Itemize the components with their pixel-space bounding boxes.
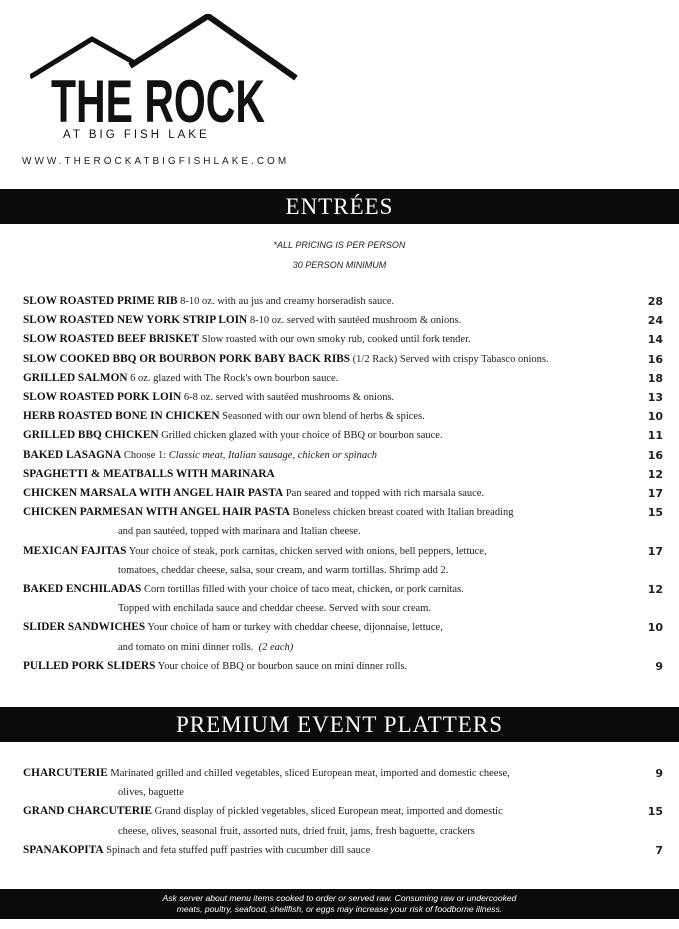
item-name: SPAGHETTI & MEATBALLS WITH MARINARA — [23, 467, 275, 480]
section-header-platters: PREMIUM EVENT PLATTERS — [0, 707, 679, 742]
menu-item — [23, 618, 663, 656]
minimum-note: 30 PERSON MINIMUM — [292, 260, 387, 270]
item-price: 9 — [655, 659, 663, 673]
menu-item — [23, 841, 663, 860]
item-price: 12 — [647, 583, 663, 597]
item-options: Classic meat, Italian sausage, chicken or spinach — [168, 449, 378, 461]
item-description: Boneless chicken breast coated with Italian breading — [292, 507, 514, 519]
item-description-continued: olives, baguette — [118, 787, 184, 799]
item-description: Choose 1: — [123, 449, 167, 461]
section-header-entrees: ENTRÉES — [0, 189, 679, 224]
item-description: Grand display of pickled vegetables, sliced European meat, imported and domestic — [154, 806, 503, 818]
item-price: 28 — [647, 295, 663, 308]
logo — [30, 14, 300, 144]
menu-item — [23, 407, 663, 426]
menu-item — [23, 542, 663, 580]
foodborne-illness-disclaimer — [0, 889, 679, 919]
item-name: GRILLED SALMON — [23, 371, 128, 384]
item-price: 14 — [647, 333, 663, 347]
menu-item — [23, 446, 663, 465]
item-price: 15 — [647, 805, 663, 819]
item-name: HERB ROASTED BONE IN CHICKEN — [23, 410, 220, 423]
item-name: MEXICAN FAJITAS — [23, 544, 127, 557]
item-name: GRAND CHARCUTERIE — [23, 805, 152, 818]
item-name: CHARCUTERIE — [23, 767, 108, 779]
item-price: 10 — [647, 621, 663, 635]
item-description-continued — [23, 638, 663, 657]
item-name: SLOW ROASTED BEEF BRISKET — [23, 333, 200, 346]
item-name: SLOW COOKED BBQ OR BOURBON PORK BABY BACK RIBS — [23, 352, 351, 365]
item-price: 17 — [647, 487, 663, 501]
item-description: Your choice of ham or turkey with cheddar cheese, dijonnaise, lettuce, — [147, 622, 443, 634]
disclaimer-line-1: Ask server about menu items cooked to order or served raw. Consuming raw or undercooked — [162, 893, 517, 903]
menu-item — [23, 426, 663, 445]
item-description: Marinated grilled and chilled vegetables, sliced European meat, imported and domestic cheese, — [110, 768, 510, 779]
menu-item — [23, 802, 663, 840]
logo-title: THE ROCK — [51, 68, 265, 135]
item-name: SPANAKOPITA — [23, 843, 104, 856]
item-price: 16 — [647, 448, 663, 462]
item-price: 13 — [647, 391, 663, 405]
item-price: 11 — [647, 429, 663, 443]
item-description: (1/2 Rack) Served with crispy Tabasco onions. — [352, 353, 549, 365]
item-description-continued-text: and tomato on mini dinner rolls. — [118, 641, 254, 653]
item-price: 16 — [647, 352, 663, 366]
item-description-continued: tomatoes, cheddar cheese, salsa, sour cream, and warm tortillas. Shrimp add 2. — [118, 564, 449, 576]
item-price: 18 — [647, 371, 663, 385]
item-description: Grilled chicken glazed with your choice of BBQ or bourbon sauce. — [161, 430, 443, 442]
pricing-note: *ALL PRICING IS PER PERSON — [273, 240, 406, 250]
item-description: 6 oz. glazed with The Rock's own bourbon sauce. — [130, 372, 339, 384]
item-name: SLOW ROASTED PORK LOIN — [23, 391, 182, 404]
logo-subtitle: AT BIG FISH LAKE — [63, 129, 210, 141]
item-price: 24 — [647, 314, 663, 328]
menu-item — [23, 580, 663, 618]
item-name: SLOW ROASTED NEW YORK STRIP LOIN — [23, 314, 248, 327]
item-name: CHICKEN MARSALA WITH ANGEL HAIR PASTA — [23, 487, 284, 500]
menu-item — [23, 350, 663, 369]
disclaimer-line-2: meats, poultry, seafood, shellfish, or eggs may increase your risk of foodborne illness. — [176, 904, 503, 914]
item-description-continued: and pan sautéed, topped with marinara and Italian cheese. — [118, 526, 361, 538]
item-description: Pan seared and topped with rich marsala sauce. — [285, 488, 485, 500]
item-quantity-note: (2 each) — [258, 641, 294, 653]
item-price: 15 — [647, 506, 663, 520]
item-name: SLOW ROASTED PRIME RIB — [23, 295, 178, 307]
item-description-continued: Topped with enchilada sauce and cheddar cheese. Served with sour cream. — [118, 603, 431, 615]
item-description: Your choice of steak, pork carnitas, chicken served with onions, bell peppers, lettuce, — [128, 545, 487, 557]
item-description: 8-10 oz. served with sautéed mushroom & onions. — [249, 315, 462, 327]
item-description: 8-10 oz. with au jus and creamy horseradish sauce. — [180, 296, 395, 307]
item-description: Slow roasted with our own smoky rub, cooked until fork tender. — [201, 334, 471, 346]
platters-list — [23, 764, 663, 860]
menu-item — [23, 330, 663, 349]
item-description: Corn tortillas filled with your choice of taco meat, chicken, or pork carnitas. — [143, 584, 464, 596]
item-price: 9 — [655, 767, 663, 780]
item-name: CHICKEN PARMESAN WITH ANGEL HAIR PASTA — [23, 506, 290, 519]
item-description-continued: cheese, olives, seasonal fruit, assorted nuts, dried fruit, jams, fresh baguette, crackers — [118, 825, 475, 837]
website-url[interactable]: WWW.THEROCKATBIGFISHLAKE.COM — [22, 156, 290, 167]
item-description: Your choice of BBQ or bourbon sauce on mini dinner rolls. — [157, 660, 408, 672]
menu-item — [23, 465, 663, 484]
item-price: 12 — [647, 467, 663, 481]
menu-item — [23, 311, 663, 330]
item-price: 17 — [647, 544, 663, 558]
mountain-logo-icon — [30, 14, 300, 144]
item-description: 6-8 oz. served with sautéed mushrooms & onions. — [183, 392, 395, 404]
item-description: Spinach and feta stuffed puff pastries with cucumber dill sauce — [106, 844, 371, 856]
item-price: 7 — [655, 843, 663, 857]
menu-item — [23, 369, 663, 388]
menu-item — [23, 503, 663, 541]
item-name: BAKED LASAGNA — [23, 448, 122, 461]
item-name: GRILLED BBQ CHICKEN — [23, 429, 159, 442]
menu-item — [23, 292, 663, 311]
item-price: 10 — [647, 410, 663, 424]
item-name: PULLED PORK SLIDERS — [23, 659, 156, 672]
item-description: Seasoned with our own blend of herbs & spices. — [222, 411, 425, 423]
item-name: BAKED ENCHILADAS — [23, 583, 142, 596]
menu-item — [23, 764, 663, 802]
menu-item — [23, 484, 663, 503]
item-name: SLIDER SANDWICHES — [23, 621, 146, 634]
entrees-list — [23, 292, 663, 676]
menu-item — [23, 657, 663, 676]
menu-item — [23, 388, 663, 407]
